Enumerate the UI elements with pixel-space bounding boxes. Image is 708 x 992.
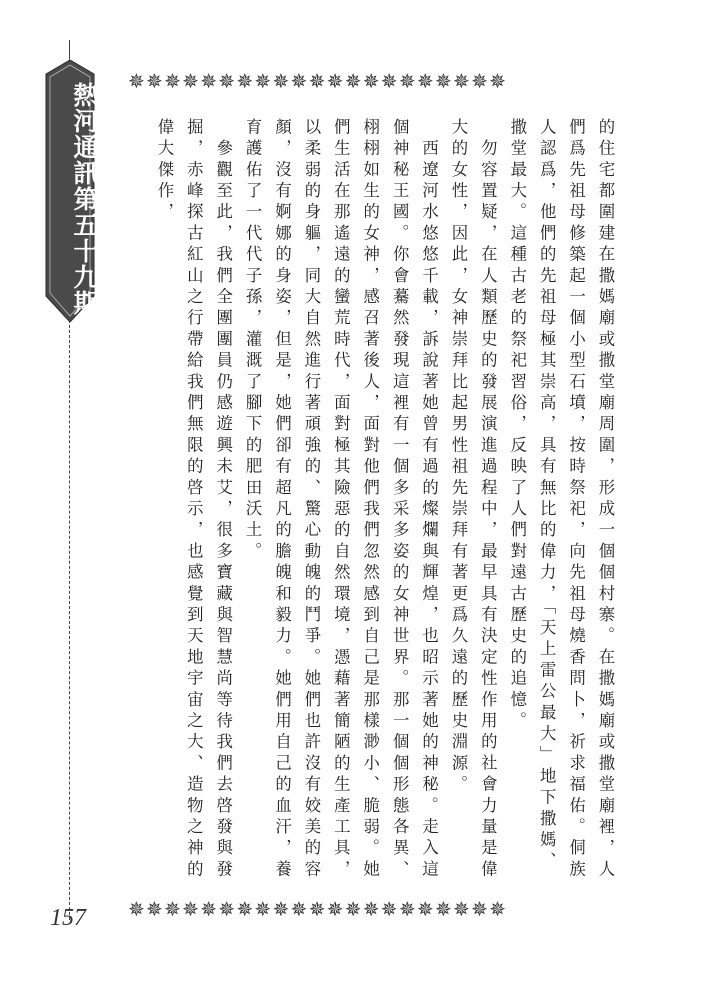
page-number: 157 bbox=[50, 905, 86, 931]
top-ornament-border: ✵✵✵✵✵✵✵✵✵✵✵✵✵✵✵✵✵✵✵✵✵ bbox=[128, 70, 508, 92]
spine-line-bottom bbox=[69, 320, 70, 920]
bottom-ornament-border: ✵✵✵✵✵✵✵✵✵✵✵✵✵✵✵✵✵✵✵✵✵ bbox=[128, 898, 508, 920]
journal-banner bbox=[42, 60, 98, 322]
paragraph-2: 勿容置疑，在人類歷史的發展演進過程中，最早具有決定性作用的社會力量是偉大的女性，因此，女神崇拜比起男性祖先崇拜有著更爲久遠的歷史淵源。 bbox=[448, 118, 498, 882]
sidebar bbox=[38, 40, 102, 920]
paragraph-1: 的住宅都圍建在撒媽廟或撒堂廟周圍，形成一個個村寨。在撒媽廟或撒堂廟裡，人們爲先祖母修築起一個小型石墳，按時祭祀，向先祖母燒香問卜，祈求福佑。侗族人認爲，他們的先祖母極其崇高，具有無比的偉力，「天上雷公最大」地下撒媽、撒堂最大。這種古老的祭祀習俗，反映了人們對遠古歷史的追憶。 bbox=[507, 118, 615, 882]
paragraph-4: 參觀至此，我們全團團員仍感遊興未艾，很多寶藏與智慧尚等待我們去啓發與發掘，赤峰探古紅山之行帶給我們無限的啓示，也感覺到天地宇宙之大、造物之神的偉大傑作， bbox=[154, 118, 233, 882]
article-body bbox=[150, 118, 620, 890]
journal-title: 熱河通訊第五十九期 bbox=[70, 82, 99, 316]
paragraph-3: 西遼河水悠悠千載，訴說著她曾有過的燦爛與輝煌，也昭示著她的神秘。走入這個神秘王國。你會驀然發現這裡有一個多采多姿的女神世界。那一個個形態各異、栩栩如生的女神，感召著後人，面對他們我們忽然感到自己是那樣渺小、脆弱。她們生活在那遙遠的蠻荒時代，面對極其險惡的自然環境，憑藉著簡陋的生產工具，以柔弱的身軀，同大自然進行著頑強的、驚心動魄的鬥爭。她們也許沒有姣美的容顏，沒有婀娜的身姿，但是，她們卻有超凡的膽魄和毅力。她們用自己的血汗，養育護佑了一代代子孫，灌溉了腳下的肥田沃土。 bbox=[243, 118, 439, 882]
